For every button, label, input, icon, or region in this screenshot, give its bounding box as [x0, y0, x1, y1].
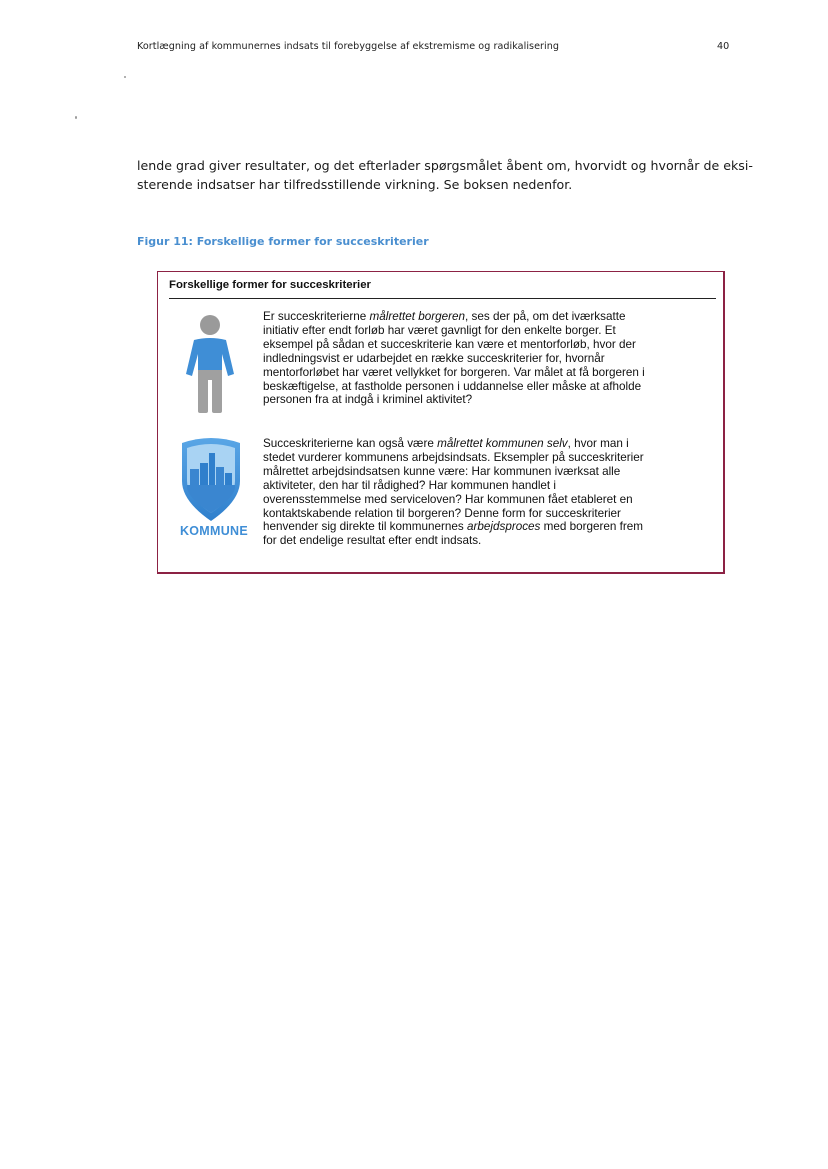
- text-line: mentorforløbet har været vellykket for borgeren. Var målet at få borgeren i: [263, 365, 645, 379]
- text-line: for det endelige resultat efter endt indsats.: [263, 534, 482, 548]
- text-line: beskæftigelse, at fastholde personen i uddannelse eller måske at afholde: [263, 379, 642, 393]
- text-line: initiativ efter endt forløb har været gavnligt for den enkelte borger. Et: [263, 323, 616, 337]
- kommune-label: KOMMUNE: [179, 524, 249, 538]
- text-line: stedet vurderer kommunens arbejdsindsats. Eksempler på succeskriterier: [263, 450, 644, 464]
- running-header: Kortlægning af kommunernes indsats til forebyggelse af ekstremisme og radikalisering: [137, 41, 560, 52]
- text-line: kontaktskabende relation til borgeren? Denne form for succeskriterier: [263, 506, 621, 520]
- text-line: overensstemmelse med serviceloven? Har kommunen fået etableret en: [263, 492, 633, 506]
- figure-box: [157, 271, 725, 574]
- scan-speck: [124, 76, 126, 78]
- intro-line: sterende indsatser har tilfredsstillende virkning. Se boksen nedenfor.: [137, 177, 573, 192]
- text-line: indledningsvist er udarbejdet en række succeskriterier for, hvornår: [263, 351, 605, 365]
- intro-line: lende grad giver resultater, og det efterlader spørgsmålet åbent om, hvorvidt og hvornår de eksi-: [137, 158, 753, 173]
- section-municipality-text: [263, 437, 713, 548]
- citizen-person-icon: [182, 312, 238, 418]
- text-line: aktiviteter, den har til rådighed? Har kommunen handlet i: [263, 478, 557, 492]
- intro-paragraph: [137, 156, 753, 194]
- figure-caption: Figur 11: Forskellige former for succeskriterier: [137, 235, 429, 248]
- municipality-shield-icon: [178, 435, 244, 523]
- text-line: personen fra at indgå i kriminel aktivitet?: [263, 393, 473, 407]
- text-line: eksempel på sådan et succeskriterie kan være et mentorforløb, hvor der: [263, 337, 636, 351]
- text-line: Er succeskriterierne målrettet borgeren, ses der på, om det iværksatte: [263, 310, 626, 323]
- text-line: henvender sig direkte til kommunernes arbejdsproces med borgeren frem: [263, 520, 644, 534]
- text-line: Succeskriterierne kan også være målrettet kommunen selv, hvor man i: [263, 437, 629, 450]
- box-title: Forskellige former for succeskriterier: [169, 278, 716, 299]
- section-citizen-text: [263, 310, 713, 407]
- page-number: 40: [717, 41, 730, 52]
- scan-speck: [75, 116, 77, 119]
- text-line: målrettet arbejdsindsatsen kunne være: Har kommunen iværksat alle: [263, 464, 621, 478]
